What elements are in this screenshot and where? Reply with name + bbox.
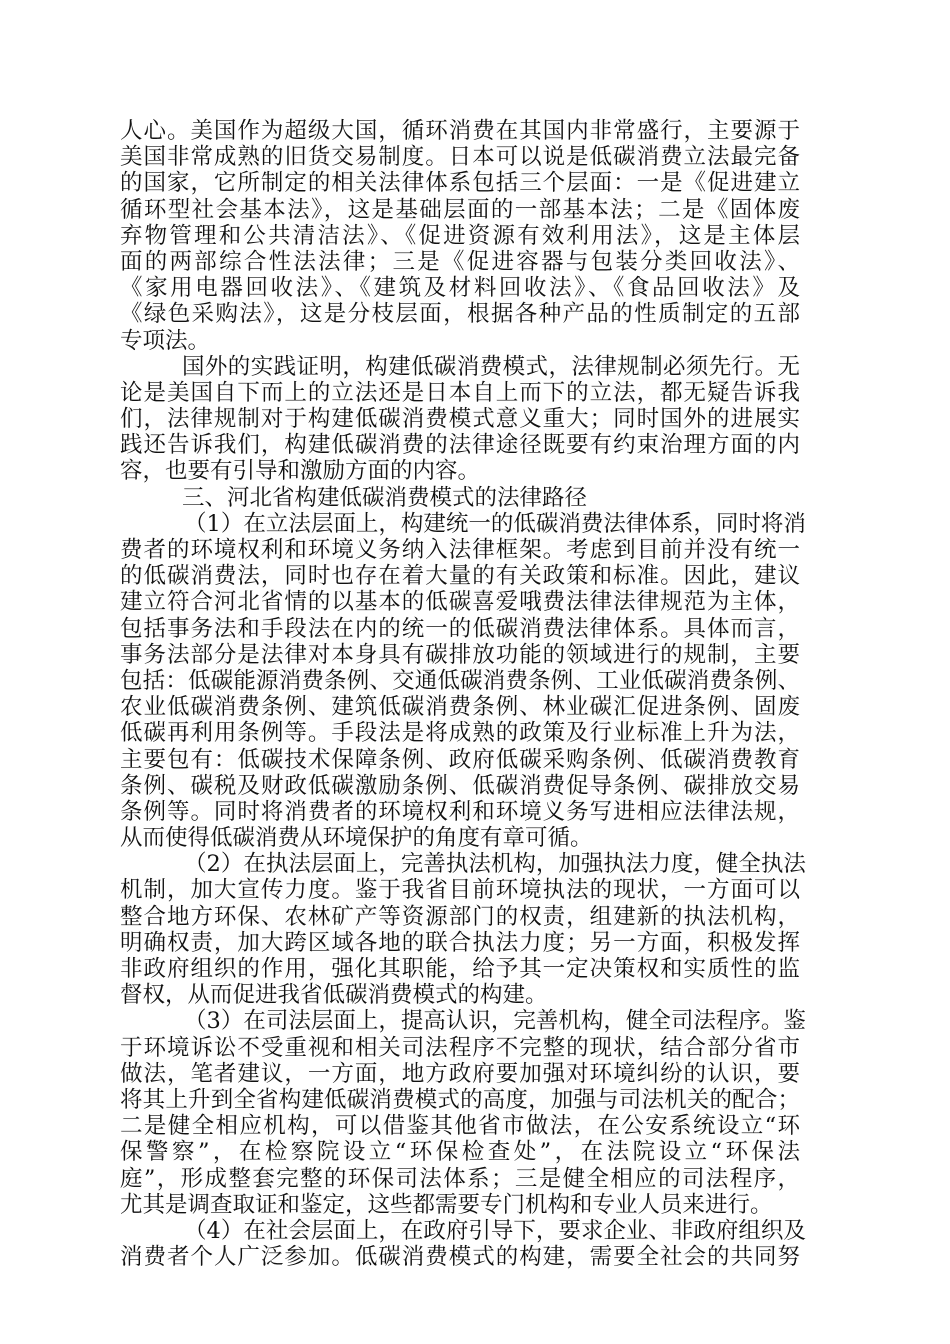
- paragraph-line: 的国家，它所制定的相关法律体系包括三个层面：一是《促进建立: [120, 170, 800, 197]
- paragraph: [120, 1217, 806, 1271]
- paragraph-line: 们，法律规制对于构建低碳消费模式意义重大；同时国外的进展实: [120, 406, 800, 433]
- paragraph-line: 消费者个人广泛参加。低碳消费模式的构建，需要全社会的共同努: [120, 1244, 800, 1271]
- paragraph-line: 主要包有：低碳技术保障条例、政府低碳采购条例、低碳消费教育: [120, 746, 800, 773]
- paragraph: [120, 354, 800, 485]
- paragraph-line: 机制，加大宣传力度。鉴于我省目前环境执法的现状，一方面可以: [120, 877, 800, 904]
- paragraph-line: （2）在执法层面上，完善执法机构，加强执法力度，健全执法: [184, 851, 806, 878]
- paragraph-line: （1）在立法层面上，构建统一的低碳消费法律体系，同时将消: [184, 510, 806, 537]
- section-heading: [120, 485, 800, 511]
- paragraph-line: 低碳再利用条例等。手段法是将成熟的政策及行业标准上升为法，: [120, 720, 800, 747]
- paragraph-line: 将其上升到全省构建低碳消费模式的高度，加强与司法机关的配合；: [120, 1086, 800, 1113]
- paragraph-line: 《家用电器回收法》、《建筑及材料回收法》、《食品回收法》及: [120, 275, 800, 302]
- paragraph-line: 包括：低碳能源消费条例、交通低碳消费条例、工业低碳消费条例、: [120, 667, 800, 694]
- paragraph-line: 督权，从而促进我省低碳消费模式的构建。: [120, 982, 548, 1009]
- paragraph-line: 国外的实践证明，构建低碳消费模式，法律规制必须先行。无: [182, 353, 800, 380]
- paragraph-line: 容，也要有引导和激励方面的内容。: [120, 458, 481, 485]
- paragraph-line: 明确权责，加大跨区域各地的联合执法力度；另一方面，积极发挥: [120, 929, 800, 956]
- paragraph-line: 《绿色采购法》，这是分枝层面，根据各种产品的性质制定的五部: [120, 301, 800, 328]
- paragraph-line: 循环型社会基本法》，这是基础层面的一部基本法；二是《固体废: [120, 196, 800, 223]
- paragraph-line: 面的两部综合性法法律；三是《促进容器与包装分类回收法》、: [120, 248, 800, 275]
- paragraph-line: 的低碳消费法，同时也存在着大量的有关政策和标准。因此，建议: [120, 563, 800, 590]
- paragraph-line: 弃物管理和公共清洁法》、《促进资源有效利用法》，这是主体层: [120, 222, 800, 249]
- paragraph: [120, 510, 806, 852]
- paragraph-line: 尤其是调查取证和鉴定，这些都需要专门机构和专业人员来进行。: [120, 1191, 773, 1218]
- paragraph: [120, 851, 806, 1009]
- paragraph: [120, 1008, 806, 1218]
- paragraph-line: 农业低碳消费条例、建筑低碳消费条例、林业碳汇促进条例、固废: [120, 694, 800, 721]
- paragraph-line: （3）在司法层面上，提高认识，完善机构，健全司法程序。鉴: [184, 1008, 806, 1035]
- paragraph-line: 包括事务法和手段法在内的统一的低碳消费法律体系。具体而言，: [120, 615, 800, 642]
- paragraph-line: 做法，笔者建议，一方面，地方政府要加强对环境纠纷的认识，要: [120, 1060, 800, 1087]
- paragraph-line: 专项法。: [120, 327, 211, 354]
- section-heading-text: 三、河北省构建低碳消费模式的法律路径: [182, 484, 588, 511]
- document-body: [120, 118, 806, 1271]
- paragraph-line: 事务法部分是法律对本身具有碳排放功能的领域进行的规制，主要: [120, 641, 800, 668]
- paragraph-line: 践还告诉我们，构建低碳消费的法律途径既要有约束治理方面的内: [120, 432, 800, 459]
- paragraph-line: 美国非常成熟的旧货交易制度。日本可以说是低碳消费立法最完备: [120, 144, 800, 171]
- paragraph-line: 人心。美国作为超级大国，循环消费在其国内非常盛行，主要源于: [120, 118, 800, 144]
- paragraph: [120, 118, 800, 354]
- paragraph-line: 从而使得低碳消费从环境保护的角度有章可循。: [120, 825, 593, 852]
- paragraph-line: 条例、碳税及财政低碳激励条例、低碳消费促导条例、碳排放交易: [120, 772, 800, 799]
- paragraph-line: 保警察”，在检察院设立“环保检查处”，在法院设立“环保法: [120, 1139, 800, 1166]
- paragraph-line: 非政府组织的作用，强化其职能，给予其一定决策权和实质性的监: [120, 956, 800, 982]
- paragraph-line: 整合地方环保、农林矿产等资源部门的权责，组建新的执法机构，: [120, 903, 800, 930]
- paragraph-line: 论是美国自下而上的立法还是日本自上而下的立法，都无疑告诉我: [120, 379, 800, 406]
- paragraph-line: 条例等。同时将消费者的环境权利和环境义务写进相应法律法规，: [120, 798, 800, 825]
- paragraph-line: 建立符合河北省情的以基本的低碳喜爱哦费法律法律规范为主体，: [120, 589, 800, 616]
- paragraph-line: 费者的环境权利和环境义务纳入法律框架。考虑到目前并没有统一: [120, 537, 800, 563]
- paragraph-line: 庭”，形成整套完整的环保司法体系；三是健全相应的司法程序，: [120, 1165, 800, 1192]
- paragraph-line: 二是健全相应机构，可以借鉴其他省市做法，在公安系统设立“环: [120, 1113, 800, 1140]
- paragraph-line: （4）在社会层面上，在政府引导下，要求企业、非政府组织及: [184, 1217, 806, 1244]
- paragraph-line: 于环境诉讼不受重视和相关司法程序不完整的现状，结合部分省市: [120, 1034, 800, 1061]
